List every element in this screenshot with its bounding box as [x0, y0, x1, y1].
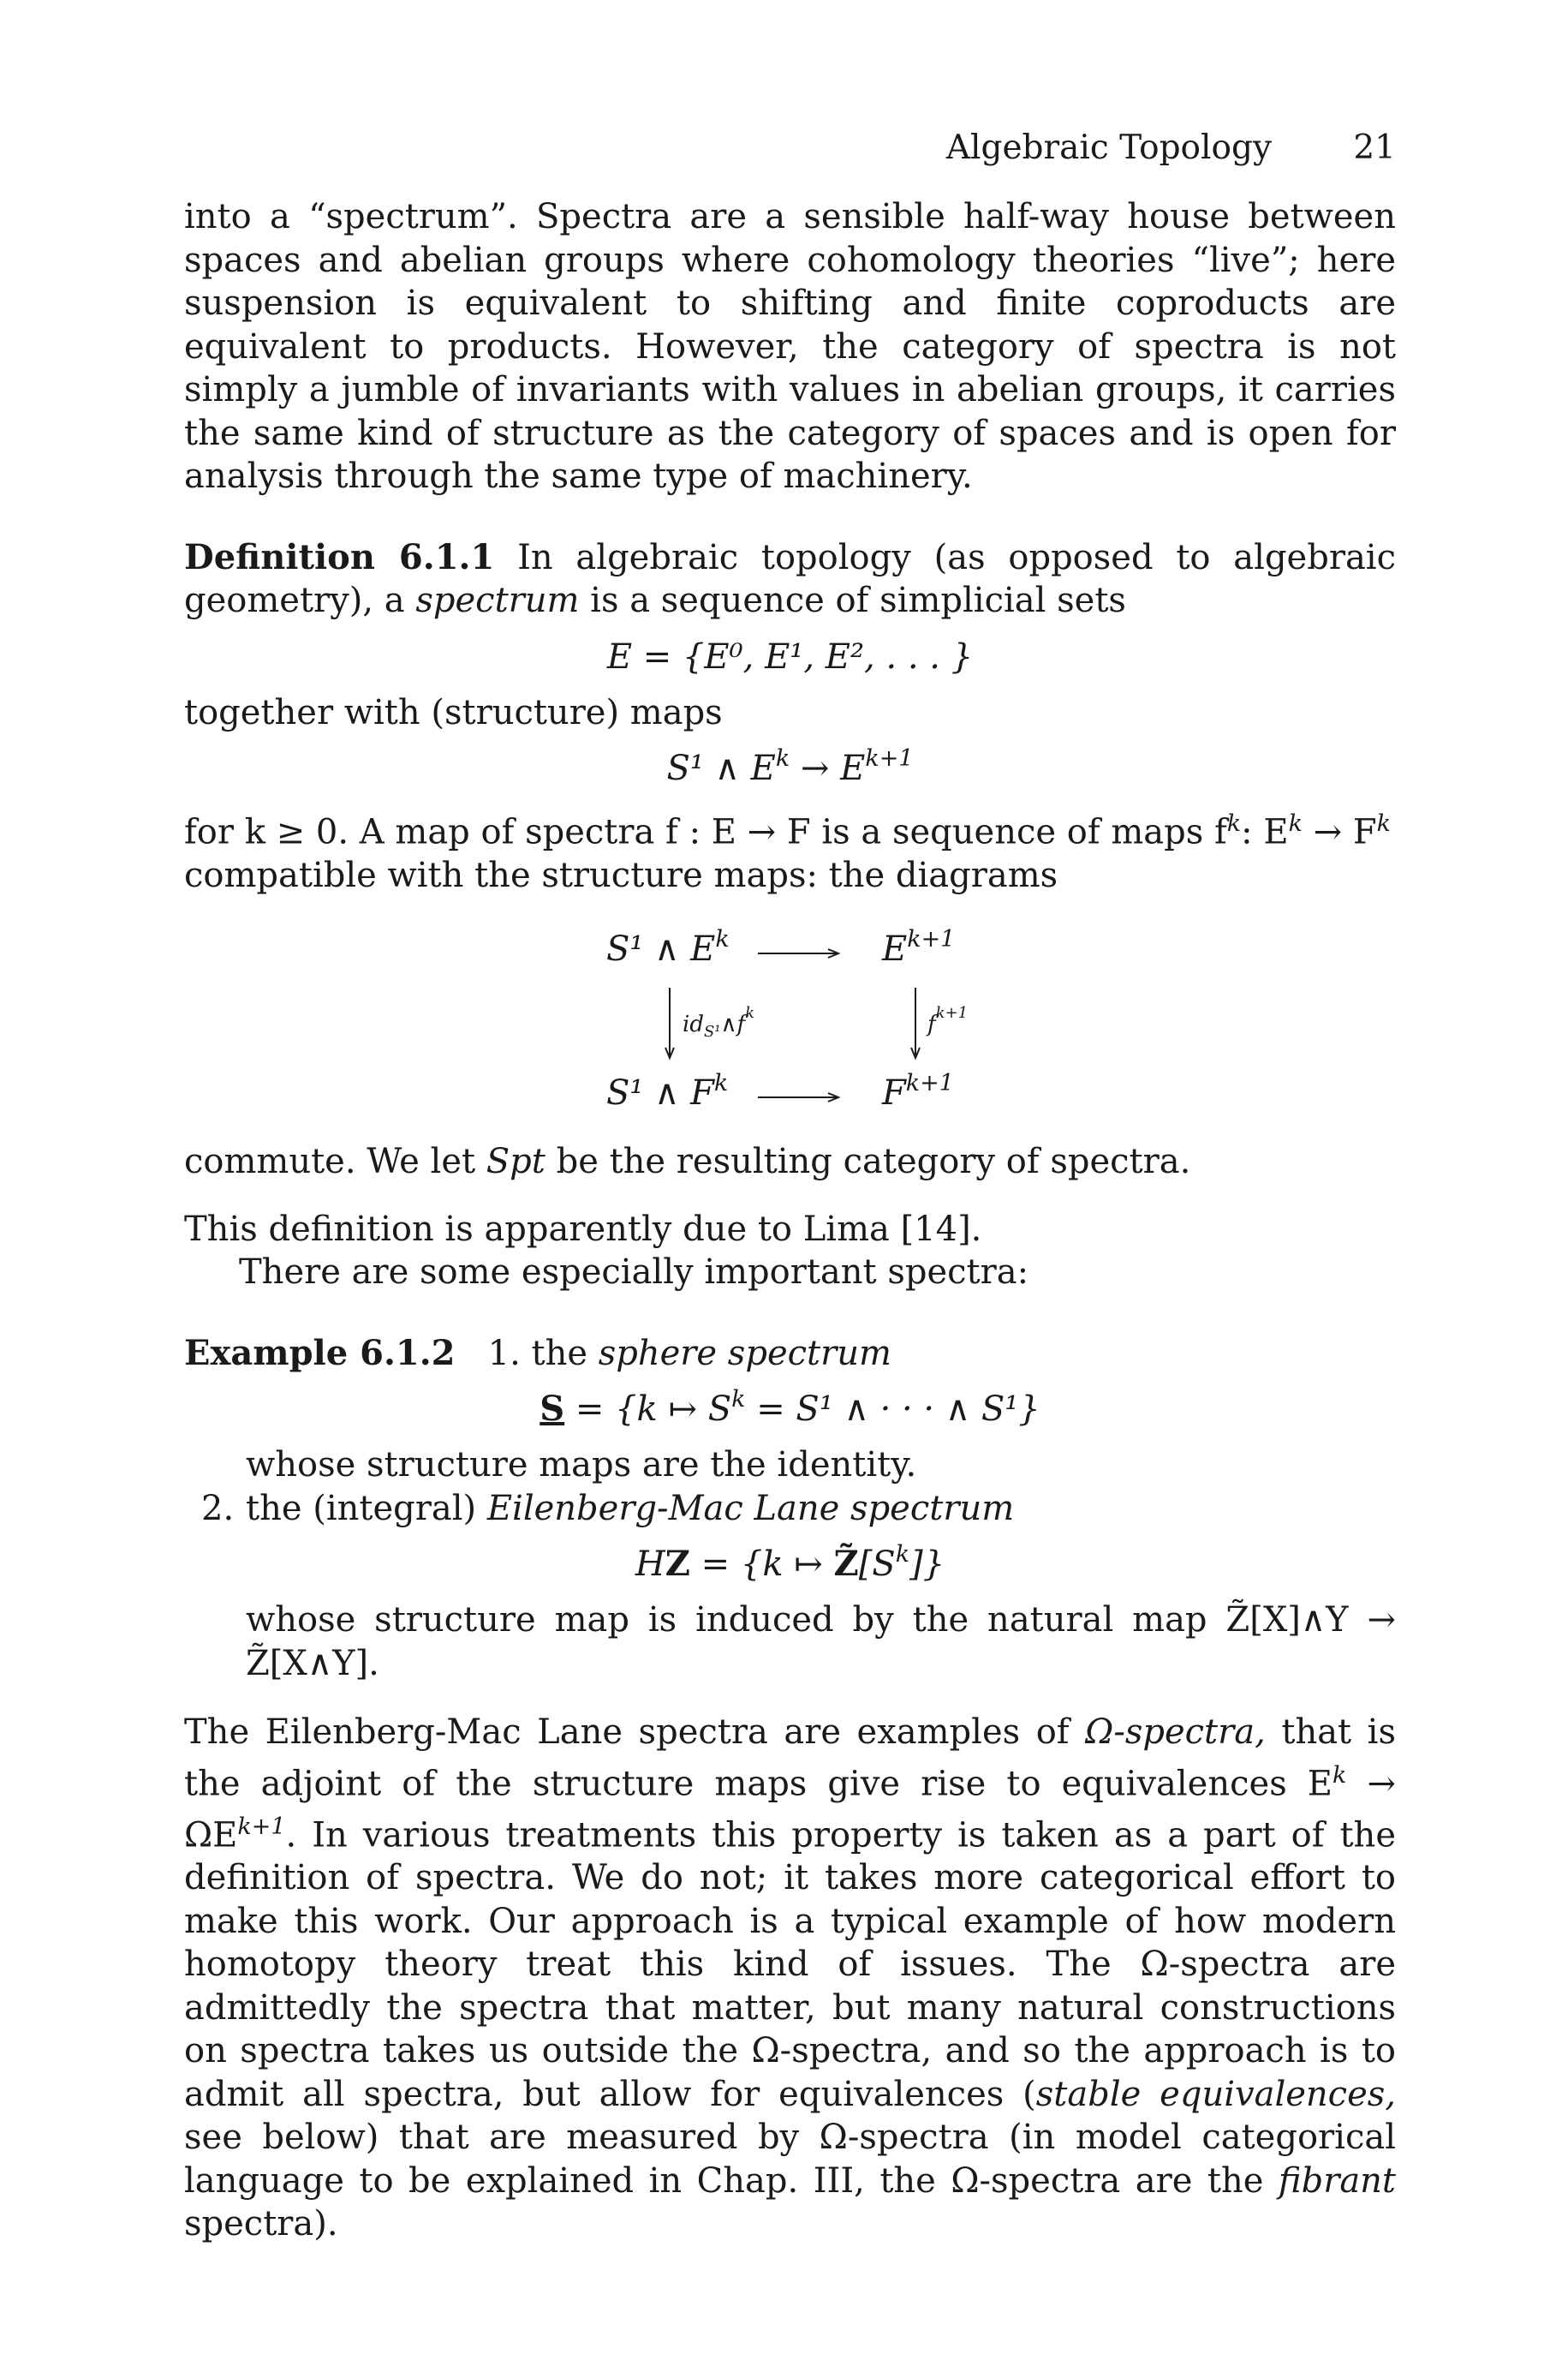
definition-text-b: is a sequence of simplicial sets: [579, 581, 1126, 620]
running-title: Algebraic Topology: [945, 128, 1272, 167]
omega-d: . In various treatments this property is taken as a part of the definition of spectra. We do not; it takes more categorical effort to make this work. Our approach is a typical example of how modern homotopy theory treat this kind of issues. The Ω-spectra are admittedly the spectra that matter, but many natural constructions on spectra takes us outside the Ω-spectra, and so the approach is to admit all spectra, but allow for equivalences (: [184, 1814, 1396, 2114]
example-item1-num: 1.: [487, 1333, 521, 1373]
diagram-right-label: [927, 1004, 969, 1038]
example-item2: [184, 1487, 1396, 1531]
equation-structure-map: [184, 734, 1396, 803]
eq2-part-b: → E: [790, 749, 866, 788]
eq4-sup: k: [895, 1541, 910, 1568]
example-item1-a: the: [520, 1333, 599, 1373]
commute-line: [184, 1140, 1396, 1184]
lima-line: This definition is apparently due to Lima [14].: [184, 1209, 982, 1249]
omega-sup2: k+1: [237, 1813, 286, 1840]
diagram-right-label-a: f: [927, 1012, 936, 1038]
omega-f: spectra).: [184, 2204, 338, 2244]
eq2-sup: k: [775, 745, 790, 772]
diagram-left-label: [683, 1004, 755, 1045]
eq4-Z: Z: [665, 1544, 690, 1585]
omega-a: The Eilenberg-Mac Lane spectra are examples of: [184, 1712, 1086, 1753]
equation-sphere-spectrum: [184, 1375, 1396, 1443]
eq3-sup: k: [731, 1386, 746, 1413]
omega-term2: stable equivalences,: [1035, 2074, 1396, 2114]
for-k-b: : E: [1241, 812, 1289, 852]
diagram-bottom-right-text: F: [882, 1073, 906, 1114]
example-item2-after: whose structure map is induced by the natural map Z̃[X]∧Y → Z̃[X∧Y].: [246, 1600, 1396, 1683]
eq2-sup2: k+1: [865, 745, 914, 772]
omega-e: see below) that are measured by Ω-spectra (in model categorical language to be explained in Chap. III, the Ω-spectra are the: [184, 2118, 1396, 2201]
body-text: [184, 195, 1396, 2246]
diagram-right-label-sup: k+1: [935, 1004, 969, 1023]
for-k-line: [184, 803, 1396, 897]
definition-term: spectrum: [415, 581, 580, 620]
omega-c: → ΩE: [184, 1764, 1396, 1855]
paragraph-omega-spectra: [184, 1711, 1396, 2246]
eq4-H: H: [635, 1545, 665, 1585]
diagram-top-right: [882, 928, 955, 971]
example-item2-a: the (integral): [246, 1488, 487, 1528]
example-label: Example 6.1.2: [184, 1332, 456, 1373]
diagram-left-label-sub: S¹: [703, 1023, 721, 1042]
commute-a: commute. We let: [184, 1142, 486, 1182]
eq3-b: = {k ↦ S: [564, 1389, 732, 1430]
eq4-e: [S: [858, 1545, 896, 1585]
equation-eilenberg-maclane: [184, 1530, 1396, 1598]
paragraph-intro: into a “spectrum”. Spectra are a sensible half-way house between spaces and abelian groups where cohomology theories “live”; here suspension is equivalent to shifting and finite coproducts are equivalent to products. However, the category of spectra is not simply a jumble of invariants with values in abelian groups, it carries the same kind of structure as the category of spaces and is open for analysis through the same type of machinery.: [184, 197, 1396, 496]
omega-term3: fibrant: [1278, 2160, 1396, 2201]
together-line: together with (structure) maps: [184, 692, 723, 732]
eq4-c: = {k ↦: [689, 1545, 834, 1585]
example-item1-term: sphere spectrum: [598, 1333, 891, 1373]
diagram-top-left-sup: k: [715, 926, 730, 953]
equation-spectrum: [184, 623, 1396, 691]
example-item1-after: whose structure maps are the identity.: [246, 1445, 917, 1485]
omega-term1: Ω-spectra,: [1085, 1712, 1266, 1753]
equation-spectrum-text: E = {E⁰, E¹, E², . . . }: [606, 636, 974, 677]
eq3-c: = S¹ ∧ · · · ∧ S¹}: [745, 1389, 1040, 1430]
definition-text-a: In algebraic topology (as opposed to algebraic geometry), a: [184, 537, 1396, 620]
page-number: 21: [1353, 128, 1396, 167]
diagram-left-label-sup: k: [745, 1004, 755, 1023]
diagram-bottom-left-text: S¹ ∧ F: [606, 1073, 714, 1114]
diagram-top-left-text: S¹ ∧ E: [606, 929, 716, 970]
commutative-diagram: [184, 902, 1396, 1135]
diagram-bottom-right-sup: k+1: [905, 1070, 954, 1097]
example-item2-term: Eilenberg-Mac Lane spectrum: [486, 1488, 1015, 1528]
for-k-a: for k ≥ 0. A map of spectra f : E → F is a sequence of maps f: [184, 812, 1227, 852]
commute-term: Spt: [486, 1142, 546, 1182]
diagram-left-label-b: ∧f: [720, 1012, 746, 1038]
eq2-part-a: S¹ ∧ E: [666, 749, 776, 788]
diagram-bottom-right: [882, 1072, 954, 1114]
diagram-top-left: [606, 928, 730, 971]
for-k-c: → F: [1302, 812, 1377, 852]
diagram-top-right-sup: k+1: [907, 926, 956, 953]
omega-b: that is the adjoint of the structure maps give rise to equivalences E: [184, 1712, 1396, 1804]
definition-paragraph: [184, 536, 1396, 623]
for-k-sup2: k: [1288, 810, 1303, 837]
eq4-Ztilde: Z̃: [833, 1544, 859, 1585]
example-item2-num: 2.: [201, 1488, 235, 1528]
diagram-bottom-left-sup: k: [713, 1070, 729, 1097]
running-header: [184, 127, 1396, 170]
for-k-sup: k: [1226, 810, 1242, 837]
definition-label: Definition 6.1.1: [184, 536, 495, 577]
commute-b: be the resulting category of spectra.: [545, 1142, 1191, 1182]
important-line: There are some especially important spectra:: [239, 1252, 1029, 1293]
eq4-f: ]}: [909, 1545, 945, 1585]
compatible-line: compatible with the structure maps: the diagrams: [184, 855, 1058, 895]
diagram-arrows: [184, 902, 1396, 1135]
diagram-top-right-text: E: [882, 929, 908, 970]
for-k-sup3: k: [1376, 810, 1392, 837]
example-heading: [184, 1332, 1396, 1376]
diagram-left-label-a: id: [683, 1012, 704, 1038]
diagram-bottom-left: [606, 1072, 728, 1114]
omega-sup1: k: [1333, 1761, 1347, 1789]
eq3-S: S: [540, 1389, 565, 1430]
